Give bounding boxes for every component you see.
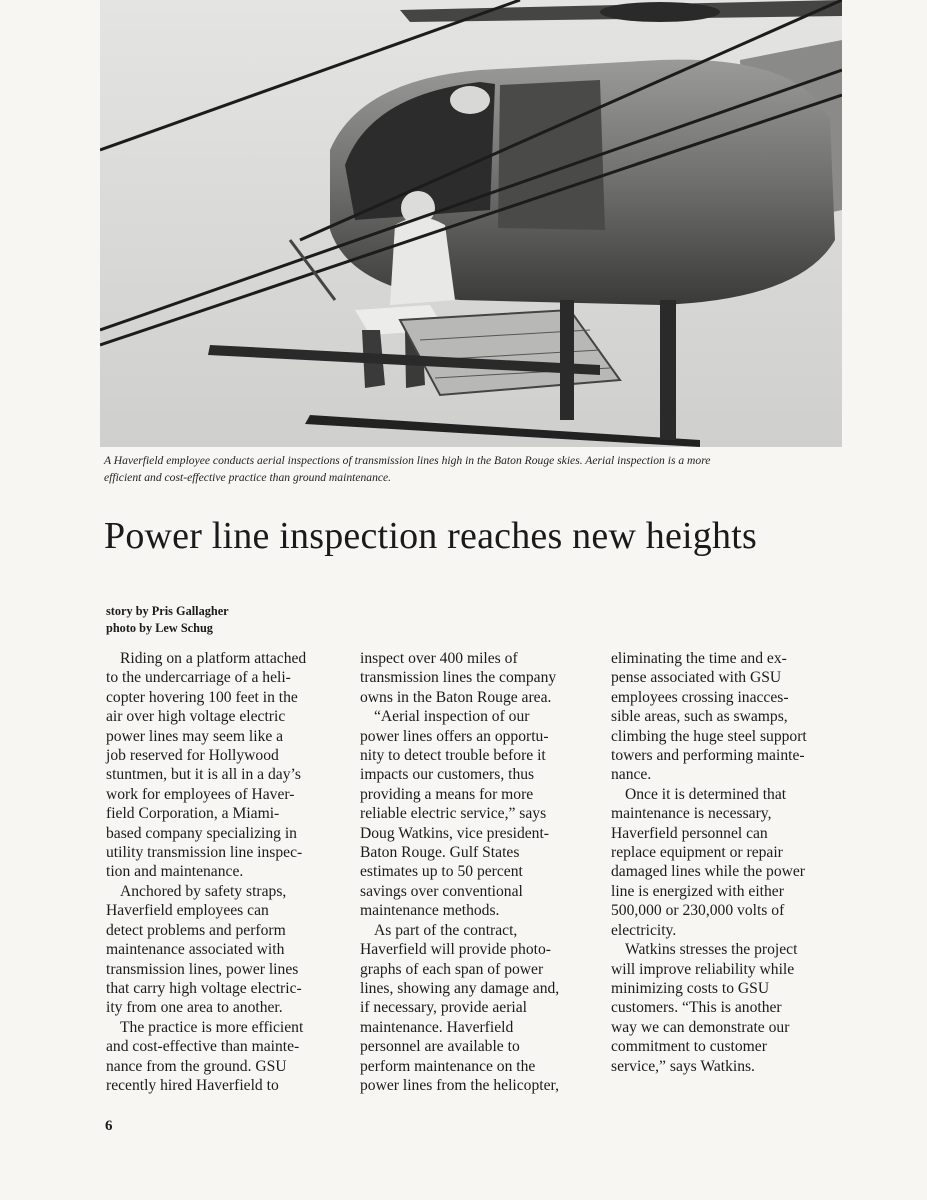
text-line: sible areas, such as swamps, xyxy=(611,708,788,726)
text-line: employees crossing inacces- xyxy=(611,688,789,706)
text-line: customers. “This is another xyxy=(611,999,782,1017)
text-line: minimizing costs to GSU xyxy=(611,979,770,997)
text-line: job reserved for Hollywood xyxy=(106,747,279,765)
text-line: Watkins stresses the project xyxy=(625,941,798,959)
text-line: owns in the Baton Rouge area. xyxy=(360,688,552,706)
text-line: copter hovering 100 feet in the xyxy=(106,688,298,706)
paragraph xyxy=(360,649,592,707)
paragraph xyxy=(611,940,847,959)
text-line: power lines may seem like a xyxy=(106,727,284,745)
text-line: perform maintenance on the xyxy=(360,1057,536,1075)
text-line: estimates up to 50 percent xyxy=(360,863,523,881)
paragraph xyxy=(611,804,847,940)
text-line: lines, showing any damage and, xyxy=(360,979,560,997)
text-line: Anchored by safety straps, xyxy=(120,882,287,900)
text-line: eliminating the time and ex- xyxy=(611,650,787,667)
byline xyxy=(106,603,229,637)
text-line: and cost-effective than mainte- xyxy=(106,1038,300,1056)
text-line: replace equipment or repair xyxy=(611,844,783,862)
text-line: work for employees of Haver- xyxy=(106,785,295,803)
text-line: savings over conventional xyxy=(360,882,523,900)
text-line: power lines offers an opportu- xyxy=(360,727,549,745)
text-line: Doug Watkins, vice president- xyxy=(360,824,550,842)
paragraph xyxy=(611,649,847,785)
text-line: field Corporation, a Miami- xyxy=(106,805,280,823)
paragraph xyxy=(360,921,592,940)
text-line: way we can demonstrate our xyxy=(611,1018,790,1036)
text-line: climbing the huge steel support xyxy=(611,727,807,745)
text-line: maintenance. Haverfield xyxy=(360,1018,514,1036)
text-line: stuntmen, but it is all in a day’s xyxy=(106,766,301,784)
text-line: “Aerial inspection of our xyxy=(374,708,530,726)
text-line: providing a means for more xyxy=(360,785,534,803)
article-column-1 xyxy=(106,649,344,1095)
text-line: 500,000 or 230,000 volts of xyxy=(611,902,785,920)
text-line: if necessary, provide aerial xyxy=(360,999,527,1017)
text-line: Haverfield personnel can xyxy=(611,824,768,842)
text-line: tion and maintenance. xyxy=(106,863,244,881)
paragraph xyxy=(106,668,344,881)
helicopter-photo xyxy=(100,0,842,447)
text-line: maintenance is necessary, xyxy=(611,805,772,823)
text-line: personnel are available to xyxy=(360,1038,520,1056)
text-line: reliable electric service,” says xyxy=(360,805,547,823)
text-line: to the undercarriage of a heli- xyxy=(106,669,291,687)
text-line: towers and performing mainte- xyxy=(611,747,805,765)
text-line: nance. xyxy=(611,766,652,784)
article-column-3 xyxy=(611,649,847,1076)
paragraph xyxy=(106,1018,344,1037)
text-line: transmission lines the company xyxy=(360,669,557,687)
text-line: electricity. xyxy=(611,921,677,939)
caption-line: A Haverfield employee conducts aerial inspections of transmission lines high in the Baton Rouge skies. Aerial inspection is a more xyxy=(104,454,711,467)
text-line: ity from one area to another. xyxy=(106,999,283,1017)
text-line: The practice is more efficient xyxy=(120,1018,304,1036)
paragraph xyxy=(360,727,592,921)
text-line: nity to detect trouble before it xyxy=(360,747,546,765)
text-line: Haverfield will provide photo- xyxy=(360,941,551,959)
paragraph xyxy=(611,785,847,804)
text-line: commitment to customer xyxy=(611,1038,767,1056)
text-line: line is energized with either xyxy=(611,882,784,900)
text-line: Riding on a platform attached xyxy=(120,650,307,667)
paragraph xyxy=(106,649,344,668)
text-line: inspect over 400 miles of xyxy=(360,650,518,667)
text-line: recently hired Haverfield to xyxy=(106,1076,279,1094)
text-line: Haverfield employees can xyxy=(106,902,269,920)
text-line: impacts our customers, thus xyxy=(360,766,535,784)
text-line: transmission lines, power lines xyxy=(106,960,299,978)
text-line: detect problems and perform xyxy=(106,921,286,939)
text-line: maintenance methods. xyxy=(360,902,500,920)
text-line: will improve reliability while xyxy=(611,960,795,978)
paragraph xyxy=(360,940,592,1095)
paragraph xyxy=(611,960,847,1076)
text-line: utility transmission line inspec- xyxy=(106,844,303,862)
text-line: Baton Rouge. Gulf States xyxy=(360,844,520,862)
caption-line: efficient and cost-effective practice than ground maintenance. xyxy=(104,471,392,484)
text-line: that carry high voltage electric- xyxy=(106,979,302,997)
text-line: power lines from the helicopter, xyxy=(360,1076,559,1094)
text-line: pense associated with GSU xyxy=(611,669,782,687)
text-line: nance from the ground. GSU xyxy=(106,1057,287,1075)
article-headline: Power line inspection reaches new heights xyxy=(104,515,757,557)
story-credit: story by Pris Gallagher xyxy=(106,604,229,618)
article-column-2 xyxy=(360,649,592,1095)
text-line: As part of the contract, xyxy=(374,921,518,939)
photo-credit: photo by Lew Schug xyxy=(106,621,213,635)
text-line: graphs of each span of power xyxy=(360,960,544,978)
text-line: damaged lines while the power xyxy=(611,863,805,881)
helicopter-lineman-photo-icon xyxy=(100,0,842,447)
text-line: air over high voltage electric xyxy=(106,708,286,726)
photo-caption xyxy=(104,452,836,486)
paragraph xyxy=(360,707,592,726)
paragraph xyxy=(106,1037,344,1095)
text-line: based company specializing in xyxy=(106,824,297,842)
page-number: 6 xyxy=(105,1118,113,1134)
text-line: Once it is determined that xyxy=(625,785,787,803)
paragraph xyxy=(106,882,344,901)
paragraph xyxy=(106,901,344,1017)
text-line: maintenance associated with xyxy=(106,941,285,959)
text-line: service,” says Watkins. xyxy=(611,1057,755,1075)
